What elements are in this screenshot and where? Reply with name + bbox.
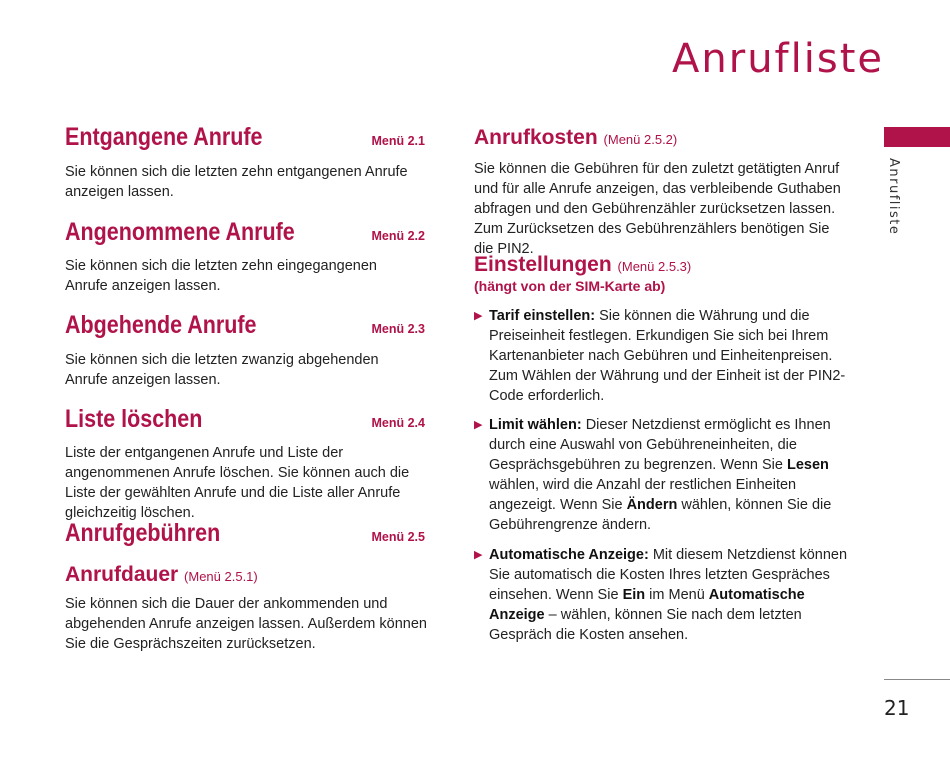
section-title: Anrufgebühren bbox=[65, 519, 221, 547]
menu-reference: (Menü 2.5.3) bbox=[617, 259, 692, 274]
menu-reference: Menü 2.2 bbox=[371, 229, 425, 243]
side-tab bbox=[884, 127, 950, 147]
section-text: Liste der entgangenen Anrufe und Liste der angenommenen Anrufe löschen. Sie können auch die Liste der gewählten Anrufe und die Liste aller Anrufe gleichzeitig löschen. bbox=[65, 445, 410, 521]
subsection-title: Einstellungen bbox=[474, 253, 612, 276]
keyword: Ein bbox=[622, 587, 646, 603]
menu-reference: Menü 2.5 bbox=[371, 530, 425, 544]
subsection-heading-anrufkosten bbox=[474, 126, 677, 150]
triangle-right-icon: ▶ bbox=[474, 310, 483, 322]
section-title: Entgangene Anrufe bbox=[65, 123, 263, 151]
keyword: Ändern bbox=[626, 497, 678, 513]
menu-reference: (Menü 2.5.2) bbox=[603, 132, 678, 147]
section-heading-liste-loeschen bbox=[65, 405, 425, 434]
bullet-text: wählen, wird die Anzahl der restlichen Einheiten angezeigt. Wenn Sie bbox=[489, 477, 797, 513]
menu-reference: (Menü 2.5.1) bbox=[184, 569, 258, 584]
bullet-label: Limit wählen: bbox=[489, 417, 582, 433]
side-label: Anrufliste bbox=[886, 158, 901, 236]
triangle-right-icon: ▶ bbox=[474, 419, 483, 431]
bullet-text: Mit diesem Netzdienst können Sie automatisch die Kosten Ihres letzten Gespräches einsehen. Wenn Sie bbox=[489, 547, 848, 603]
subsection-heading-einstellungen bbox=[474, 253, 691, 277]
section-title: Angenommene Anrufe bbox=[65, 218, 295, 246]
section-heading-angenommene bbox=[65, 218, 425, 247]
bullet-text: im Menü bbox=[649, 587, 705, 603]
sim-dependency-note: (hängt von der SIM-Karte ab) bbox=[474, 278, 666, 294]
section-title: Liste löschen bbox=[65, 405, 203, 433]
section-heading-entgangene bbox=[65, 123, 425, 152]
subsection-title: Anrufdauer bbox=[65, 563, 179, 586]
page-number-divider bbox=[884, 679, 950, 680]
bullet-item-limit bbox=[474, 415, 849, 535]
section-heading-anrufgebuehren bbox=[65, 519, 425, 548]
bullet-text: Sie können die Währung und die Preiseinheit festlegen. Erkundigen Sie sich bei Ihrem Kartenanbieter nach Gebühren und Einheitenpreisen. Zum Wählen der Währung und der Einheit ist der PIN2-Code erforderlich. bbox=[489, 308, 846, 404]
bullet-text: Dieser Netzdienst ermöglicht es Ihnen durch eine Auswahl von Gebühreneinheiten, die Gesprächsgebühren zu begrenzen. Wenn Sie bbox=[489, 417, 831, 473]
page-number: 21 bbox=[884, 696, 910, 720]
keyword: Automatische Anzeige bbox=[489, 587, 805, 623]
keyword: Lesen bbox=[786, 457, 829, 473]
menu-reference: Menü 2.4 bbox=[371, 416, 425, 430]
bullet-item-tarif bbox=[474, 306, 849, 406]
subsection-heading-anrufdauer bbox=[65, 563, 258, 587]
section-text: Sie können sich die letzten zehn entgangenen Anrufe anzeigen lassen. bbox=[65, 164, 408, 200]
page-title: Anrufliste bbox=[672, 36, 884, 82]
section-text: Sie können sich die Dauer der ankommenden und abgehenden Anrufe anzeigen lassen. Außerdem können Sie die Gesprächszeiten zurücksetzen. bbox=[65, 596, 427, 652]
section-text: Sie können die Gebühren für den zuletzt getätigten Anruf und für alle Anrufe anzeigen, das verbleibende Guthaben abfragen und den Gebührenzähler zurücksetzen lassen. Zum Zurücksetzen des Gebührenzählers benötigen Sie die PIN2. bbox=[474, 161, 841, 257]
section-title: Abgehende Anrufe bbox=[65, 311, 257, 339]
bullet-item-automatische-anzeige bbox=[474, 545, 861, 645]
bullet-label: Automatische Anzeige: bbox=[489, 547, 649, 563]
bullet-text: wählen, können Sie die Gebührengrenze ändern. bbox=[489, 497, 832, 533]
bullet-text: – wählen, können Sie nach dem letzten Gespräch die Kosten ansehen. bbox=[489, 607, 802, 643]
triangle-right-icon: ▶ bbox=[474, 549, 483, 561]
subsection-title: Anrufkosten bbox=[474, 126, 598, 149]
menu-reference: Menü 2.3 bbox=[371, 322, 425, 336]
bullet-label: Tarif einstellen: bbox=[489, 308, 596, 324]
section-text: Sie können sich die letzten zehn eingegangenen Anrufe anzeigen lassen. bbox=[65, 258, 377, 294]
section-heading-abgehende bbox=[65, 311, 425, 340]
menu-reference: Menü 2.1 bbox=[371, 134, 425, 148]
section-text: Sie können sich die letzten zwanzig abgehenden Anrufe anzeigen lassen. bbox=[65, 352, 379, 388]
